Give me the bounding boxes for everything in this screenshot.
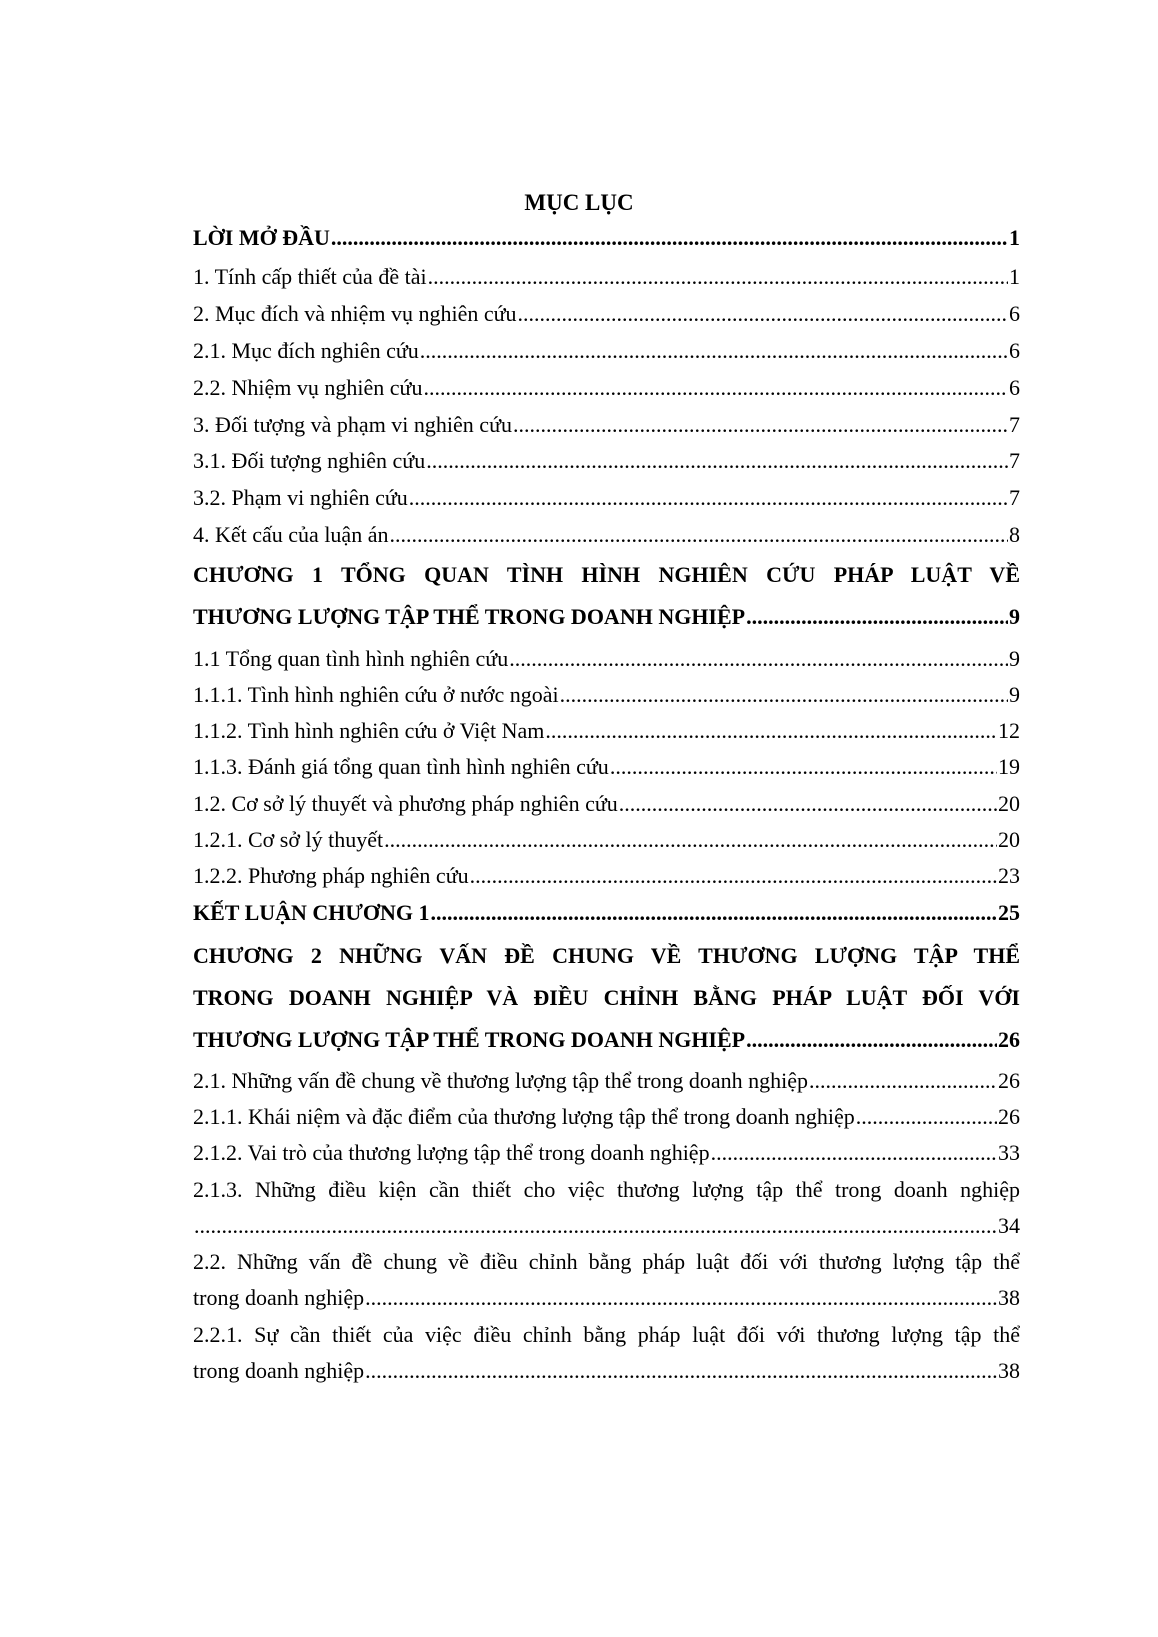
toc-entry[interactable]	[193, 750, 1020, 784]
toc-entry-label: 2.1.1. Khái niệm và đặc điểm của thương lượng tập thể trong doanh nghiệp	[193, 1104, 855, 1129]
toc-entry[interactable]	[193, 787, 1020, 821]
leader-dots	[545, 714, 997, 748]
toc-entry-line[interactable]	[193, 1318, 1020, 1352]
toc-entry[interactable]	[193, 334, 1020, 368]
toc-entry[interactable]	[193, 1354, 1020, 1388]
toc-entry-label: 2.1. Những vấn đề chung về thương lượng tập thể trong doanh nghiệp	[193, 1068, 809, 1093]
toc-entry[interactable]	[193, 1100, 1020, 1134]
toc-entry[interactable]	[193, 823, 1020, 857]
toc-entry-page: 8	[1009, 522, 1020, 547]
toc-chapter-line[interactable]	[193, 558, 1020, 592]
toc-chapter-heading: TRONG DOANH NGHIỆP VÀ ĐIỀU CHỈNH BẰNG PHÁP LUẬT ĐỐI VỚI	[193, 985, 1020, 1010]
leader-dots	[194, 1209, 997, 1243]
toc-entry-page: 9	[1009, 604, 1020, 629]
toc-entry-page: 25	[998, 900, 1020, 925]
toc-entry-label: 3. Đối tượng và phạm vi nghiên cứu	[193, 412, 512, 437]
leader-dots	[409, 481, 1008, 515]
toc-entry[interactable]	[193, 518, 1020, 552]
toc-entry-label: 2. Mục đích và nhiệm vụ nghiên cứu	[193, 301, 517, 326]
toc-entry-label: 4. Kết cấu của luận án	[193, 522, 389, 547]
leader-dots	[384, 823, 997, 857]
toc-entry-label: 3.2. Phạm vi nghiên cứu	[193, 485, 408, 510]
toc-chapter-line[interactable]	[193, 939, 1020, 973]
toc-entry[interactable]	[193, 678, 1020, 712]
toc-entry[interactable]	[193, 1023, 1020, 1057]
leader-dots	[420, 334, 1008, 368]
toc-entry-label: 1.2.1. Cơ sở lý thuyết	[193, 827, 384, 852]
toc-entry[interactable]	[193, 408, 1020, 442]
toc-entry-page: 6	[1009, 375, 1020, 400]
toc-entry-page: 33	[998, 1140, 1020, 1165]
toc-entry-page: 34	[998, 1213, 1020, 1238]
toc-entry-page: 23	[998, 863, 1020, 888]
toc-entry-page: 26	[998, 1027, 1020, 1052]
toc-entry-page: 1	[1009, 264, 1020, 289]
toc-entry[interactable]	[193, 260, 1020, 294]
leader-dots	[513, 408, 1008, 442]
toc-entry-label: 1.2.2. Phương pháp nghiên cứu	[193, 863, 469, 888]
toc-entry-page: 1	[1009, 225, 1020, 250]
toc-entry-page: 20	[998, 827, 1020, 852]
toc-entry-line[interactable]	[193, 1245, 1020, 1279]
toc-entry-label: 2.2.1. Sự cần thiết của việc điều chỉnh bằng pháp luật đối với thương lượng tập thể	[193, 1322, 1020, 1347]
toc-entry-label: 2.2. Nhiệm vụ nghiên cứu	[193, 375, 423, 400]
toc-chapter-heading: CHƯƠNG 1 TỔNG QUAN TÌNH HÌNH NGHIÊN CỨU PHÁP LUẬT VỀ	[193, 562, 1020, 587]
leader-dots	[423, 371, 1008, 405]
leader-dots	[389, 518, 1008, 552]
leader-dots	[365, 1281, 997, 1315]
toc-entry-page: 7	[1009, 485, 1020, 510]
toc-entry[interactable]	[193, 481, 1020, 515]
toc-entry-label: 1.1 Tổng quan tình hình nghiên cứu	[193, 646, 509, 671]
toc-title: MỤC LỤC	[524, 190, 634, 215]
toc-entry[interactable]	[193, 896, 1020, 930]
toc-entry-label: 1.1.3. Đánh giá tổng quan tình hình nghiên cứu	[193, 754, 609, 779]
leader-dots	[518, 297, 1008, 331]
leader-dots	[428, 260, 1008, 294]
toc-entry-page: 12	[998, 718, 1020, 743]
toc-entry-label: THƯƠNG LƯỢNG TẬP THỂ TRONG DOANH NGHIỆP	[193, 1027, 746, 1052]
toc-entry-page: 38	[998, 1358, 1020, 1383]
toc-entry-label: 2.2. Những vấn đề chung về điều chỉnh bằng pháp luật đối với thương lượng tập thể	[193, 1249, 1020, 1274]
toc-entry-page: 6	[1009, 338, 1020, 363]
toc-entry-page: 19	[998, 754, 1020, 779]
toc-entry[interactable]	[193, 221, 1020, 255]
toc-entry-label: THƯƠNG LƯỢNG TẬP THỂ TRONG DOANH NGHIỆP	[193, 604, 746, 629]
leader-dots	[809, 1064, 997, 1098]
toc-entry-label: trong doanh nghiệp	[193, 1358, 365, 1383]
toc-entry[interactable]	[193, 1281, 1020, 1315]
toc-chapter-line[interactable]	[193, 981, 1020, 1015]
leader-dots	[365, 1354, 997, 1388]
leader-dots	[610, 750, 997, 784]
toc-entry-page: 7	[1009, 412, 1020, 437]
toc-entry[interactable]	[193, 859, 1020, 893]
toc-entry-label: KẾT LUẬN CHƯƠNG 1	[193, 900, 430, 925]
leader-dots	[331, 221, 1008, 255]
toc-entry-label: 3.1. Đối tượng nghiên cứu	[193, 448, 426, 473]
leader-dots	[470, 859, 997, 893]
leader-dots	[746, 600, 1008, 634]
toc-entry-label: 1.1.1. Tình hình nghiên cứu ở nước ngoài	[193, 682, 559, 707]
leader-dots	[746, 1023, 997, 1057]
toc-chapter-heading: CHƯƠNG 2 NHỮNG VẤN ĐỀ CHUNG VỀ THƯƠNG LƯỢNG TẬP THỂ	[193, 943, 1020, 968]
toc-entry[interactable]	[193, 297, 1020, 331]
toc-entry-label: 1.1.2. Tình hình nghiên cứu ở Việt Nam	[193, 718, 545, 743]
leader-dots	[560, 678, 1008, 712]
toc-entry-page: 9	[1009, 646, 1020, 671]
toc-entry-page: 20	[998, 791, 1020, 816]
toc-entry-label: 2.1.3. Những điều kiện cần thiết cho việc thương lượng tập thể trong doanh nghiệp	[193, 1177, 1020, 1202]
toc-entry-page: 9	[1009, 682, 1020, 707]
toc-entry[interactable]	[193, 371, 1020, 405]
leader-dots	[711, 1136, 997, 1170]
toc-entry-label: trong doanh nghiệp	[193, 1285, 365, 1310]
leader-dots	[619, 787, 997, 821]
toc-entry-label: 1. Tính cấp thiết của đề tài	[193, 264, 427, 289]
toc-entry[interactable]	[193, 1064, 1020, 1098]
toc-entry-page: 38	[998, 1285, 1020, 1310]
toc-entry[interactable]	[193, 1209, 1020, 1243]
toc-entry[interactable]	[193, 642, 1020, 676]
leader-dots	[431, 896, 997, 930]
toc-entry-label: LỜI MỞ ĐẦU	[193, 225, 330, 250]
leader-dots	[509, 642, 1008, 676]
leader-dots	[426, 444, 1008, 478]
toc-entry[interactable]	[193, 444, 1020, 478]
toc-entry-page: 7	[1009, 448, 1020, 473]
toc-entry-page: 26	[998, 1104, 1020, 1129]
toc-entry[interactable]	[193, 600, 1020, 634]
toc-entry[interactable]	[193, 714, 1020, 748]
toc-entry-label: 1.2. Cơ sở lý thuyết và phương pháp nghiên cứu	[193, 791, 618, 816]
toc-entry-label: 2.1.2. Vai trò của thương lượng tập thể trong doanh nghiệp	[193, 1140, 710, 1165]
toc-entry-page: 26	[998, 1068, 1020, 1093]
toc-entry[interactable]	[193, 1136, 1020, 1170]
leader-dots	[856, 1100, 997, 1134]
toc-entry-label: 2.1. Mục đích nghiên cứu	[193, 338, 419, 363]
toc-entry-line[interactable]	[193, 1173, 1020, 1207]
toc-entry-page: 6	[1009, 301, 1020, 326]
